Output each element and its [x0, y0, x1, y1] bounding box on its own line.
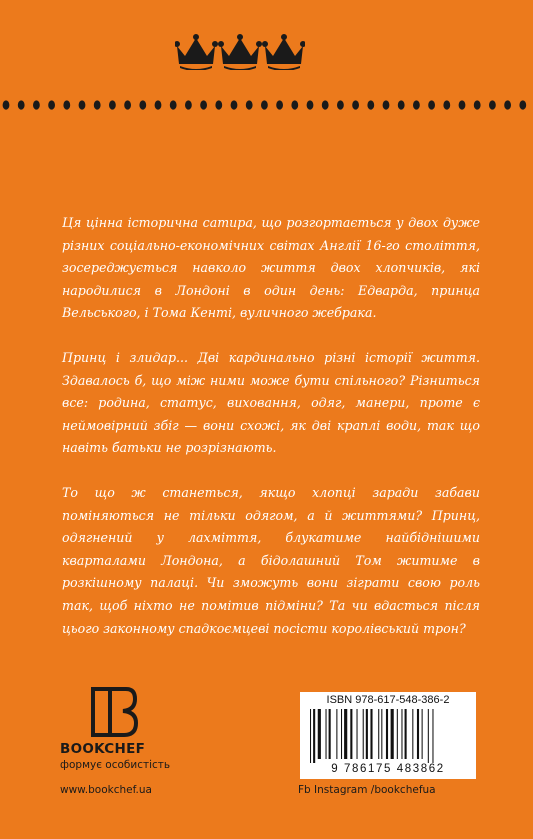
barcode-bar [417, 709, 419, 759]
divider-dot [443, 100, 450, 109]
divider-dot [398, 100, 405, 109]
barcode-bar [432, 709, 433, 763]
divider-dot [291, 100, 298, 109]
divider-dot [246, 100, 253, 109]
divider-dot [413, 100, 420, 109]
divider-dot [504, 100, 511, 109]
divider-dot [519, 100, 526, 109]
publisher-name: BOOKCHEF [60, 741, 146, 757]
divider-dot [474, 100, 481, 109]
barcode-icon [310, 709, 466, 763]
divider-dot [48, 100, 55, 109]
barcode-bar [378, 709, 379, 759]
barcode-bar [422, 709, 423, 759]
divider-dot [367, 100, 374, 109]
barcode-bar [401, 709, 402, 759]
divider-dot [459, 100, 466, 109]
divider-dot [124, 100, 131, 109]
divider-dot [337, 100, 344, 109]
barcode-bar [313, 709, 315, 763]
book-description [62, 212, 480, 662]
divider-dot [3, 100, 10, 109]
barcode-bar [350, 709, 352, 759]
barcode-bar [381, 709, 382, 759]
barcode-bar [318, 709, 321, 759]
barcode-bar [397, 709, 398, 759]
barcode-bar [329, 709, 331, 759]
barcode-bar [412, 709, 413, 759]
divider-dot [185, 100, 192, 109]
description-paragraph: Ця цінна історична сатира, що розгортається у двох дуже різних соціально-економічних світах Англії 16-го століття, зосереджується навколо життя двох хлопчиків, які народилися в Лондоні в один день: Едварда, принца Вельського, і Тома Кенті, вуличного жебрака. [62, 215, 480, 321]
divider-dot [307, 100, 314, 109]
barcode-bar [344, 709, 347, 759]
crowns-decoration [175, 34, 305, 70]
divider-dot [79, 100, 86, 109]
barcode-bar [391, 709, 394, 759]
divider-dot [428, 100, 435, 109]
social-links: Fb Instagram /bookchefua [298, 784, 436, 796]
divider-dot [94, 100, 101, 109]
divider-dot [18, 100, 25, 109]
barcode-bar [370, 709, 372, 759]
barcode-bar [341, 709, 342, 759]
divider-dot [215, 100, 222, 109]
divider-dot [170, 100, 177, 109]
description-paragraph: То що ж станеться, якщо хлопці заради забави поміняються не тільки одягом, а й життями? Принц, одягнений у лахміття, блукатиме найбіднішими кварталами Лондона, а бідолашний Том житиме в розкішному палаці. Чи зможуть вони зіграти свою роль так, щоб ніхто не помітив підміни? Та чи вдасться після цього законному спадкоємцеві посісти королівський трон? [62, 484, 480, 636]
divider-dot [109, 100, 116, 109]
crown-icon [262, 34, 305, 70]
barcode-bar [363, 709, 364, 759]
isbn-barcode [300, 692, 476, 779]
divider-dot [276, 100, 283, 109]
isbn-label: ISBN 978-617-548-386-2 [326, 694, 450, 706]
divider-dot [383, 100, 390, 109]
barcode-bar [386, 709, 388, 759]
divider-dot [155, 100, 162, 109]
divider-dot [322, 100, 329, 109]
barcode-bar [326, 709, 327, 759]
divider-dot [261, 100, 268, 109]
barcode-digits: 9 786175 483862 [331, 763, 445, 775]
crown-icon [218, 34, 262, 70]
divider-dot [231, 100, 238, 109]
barcode-bar [336, 709, 337, 759]
divider-dot [200, 100, 207, 109]
barcode-bar [428, 709, 429, 763]
publisher-website: www.bookchef.ua [60, 784, 152, 796]
dotted-divider [0, 98, 533, 112]
barcode-bar [405, 709, 407, 759]
publisher-tagline: формує особистість [60, 759, 171, 771]
divider-dot [33, 100, 40, 109]
divider-dot [352, 100, 359, 109]
divider-dot [489, 100, 496, 109]
barcode-bar [357, 709, 358, 759]
crown-icon [175, 34, 218, 70]
divider-dot [139, 100, 146, 109]
description-paragraph: Принц і злидар... Дві кардинально різні історії життя. Здавалось б, що між ними може бути спільного? Різниться все: родина, статус, виховання, одяг, манери, проте є неймовірний збіг — вони схожі, як дві краплі води, так що навіть батьки не розрізнають. [62, 349, 480, 456]
barcode-bar [366, 709, 368, 759]
bookchef-logo-icon [90, 686, 138, 738]
barcode-bar [310, 709, 311, 763]
divider-dot [63, 100, 70, 109]
